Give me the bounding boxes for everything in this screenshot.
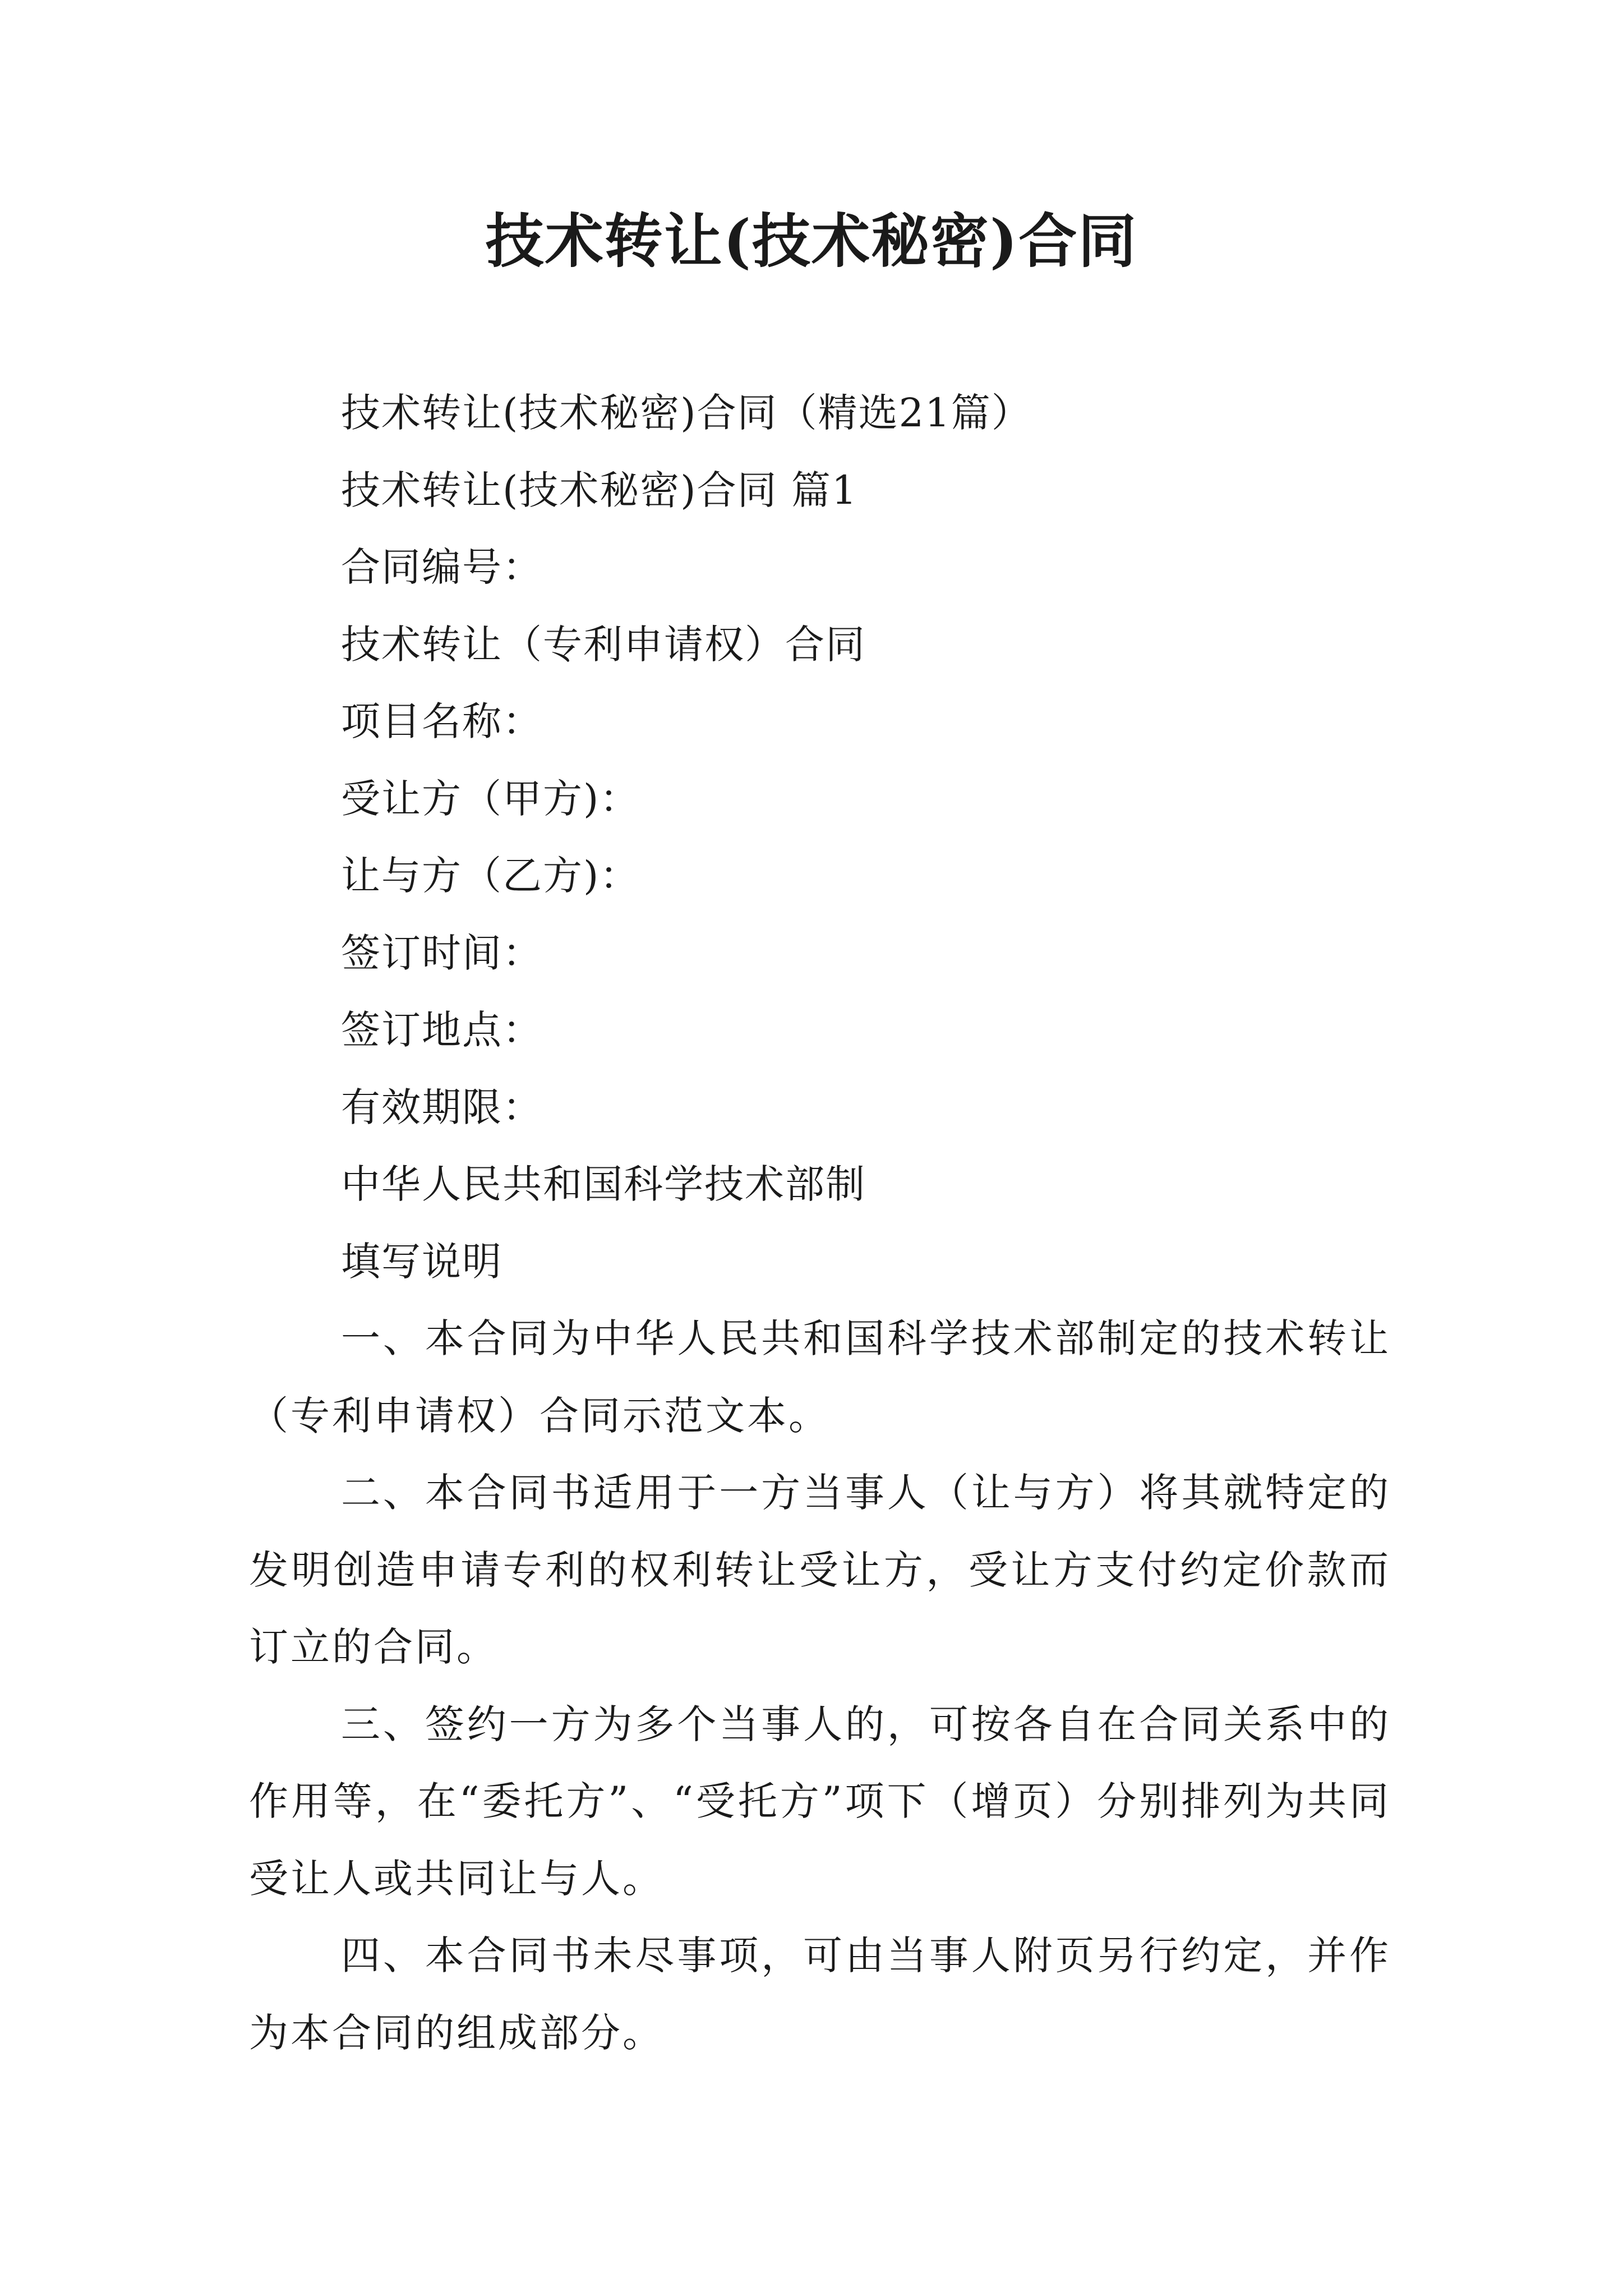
subtitle-line: 技术转让(技术秘密)合同（精选21篇） <box>341 390 1032 436</box>
signing-place-label: 签订地点： <box>341 1007 543 1053</box>
contract-type-line: 技术转让（专利申请权）合同 <box>341 621 866 668</box>
instruction-paragraph-2: 二、本合同书适用于一方当事人（让与方）将其就特定的发明创造申请专利的权利转让受让方，受让方支付约定价款而订立的合同。 <box>249 1470 1391 1670</box>
document-title: 技术转让(技术秘密)合同 <box>485 206 1138 275</box>
instructions-heading: 填写说明 <box>341 1238 502 1285</box>
signing-time-label: 签订时间： <box>341 930 543 976</box>
validity-period-label: 有效期限： <box>341 1084 543 1130</box>
instruction-paragraph-1: 一、本合同为中华人民共和国科学技术部制定的技术转让（专利申请权）合同示范文本。 <box>249 1315 1391 1439</box>
section-heading: 技术转让(技术秘密)合同 篇1 <box>341 467 858 513</box>
instruction-paragraph-4: 四、本合同书未尽事项，可由当事人附页另行约定，并作为本合同的组成部分。 <box>249 1932 1391 2056</box>
transferor-label: 让与方（乙方)： <box>341 853 640 899</box>
transferee-label: 受让方（甲方)： <box>341 775 640 822</box>
contract-number-label: 合同编号： <box>341 544 543 590</box>
document-body <box>249 375 1391 2072</box>
project-name-label: 项目名称： <box>341 698 543 744</box>
issuer-line: 中华人民共和国科学技术部制 <box>341 1161 866 1207</box>
instruction-paragraph-3: 三、签约一方为多个当事人的，可按各自在合同关系中的作用等，在“委托方”、“受托方”项下（增页）分别排列为共同受让人或共同让与人。 <box>249 1701 1391 1902</box>
